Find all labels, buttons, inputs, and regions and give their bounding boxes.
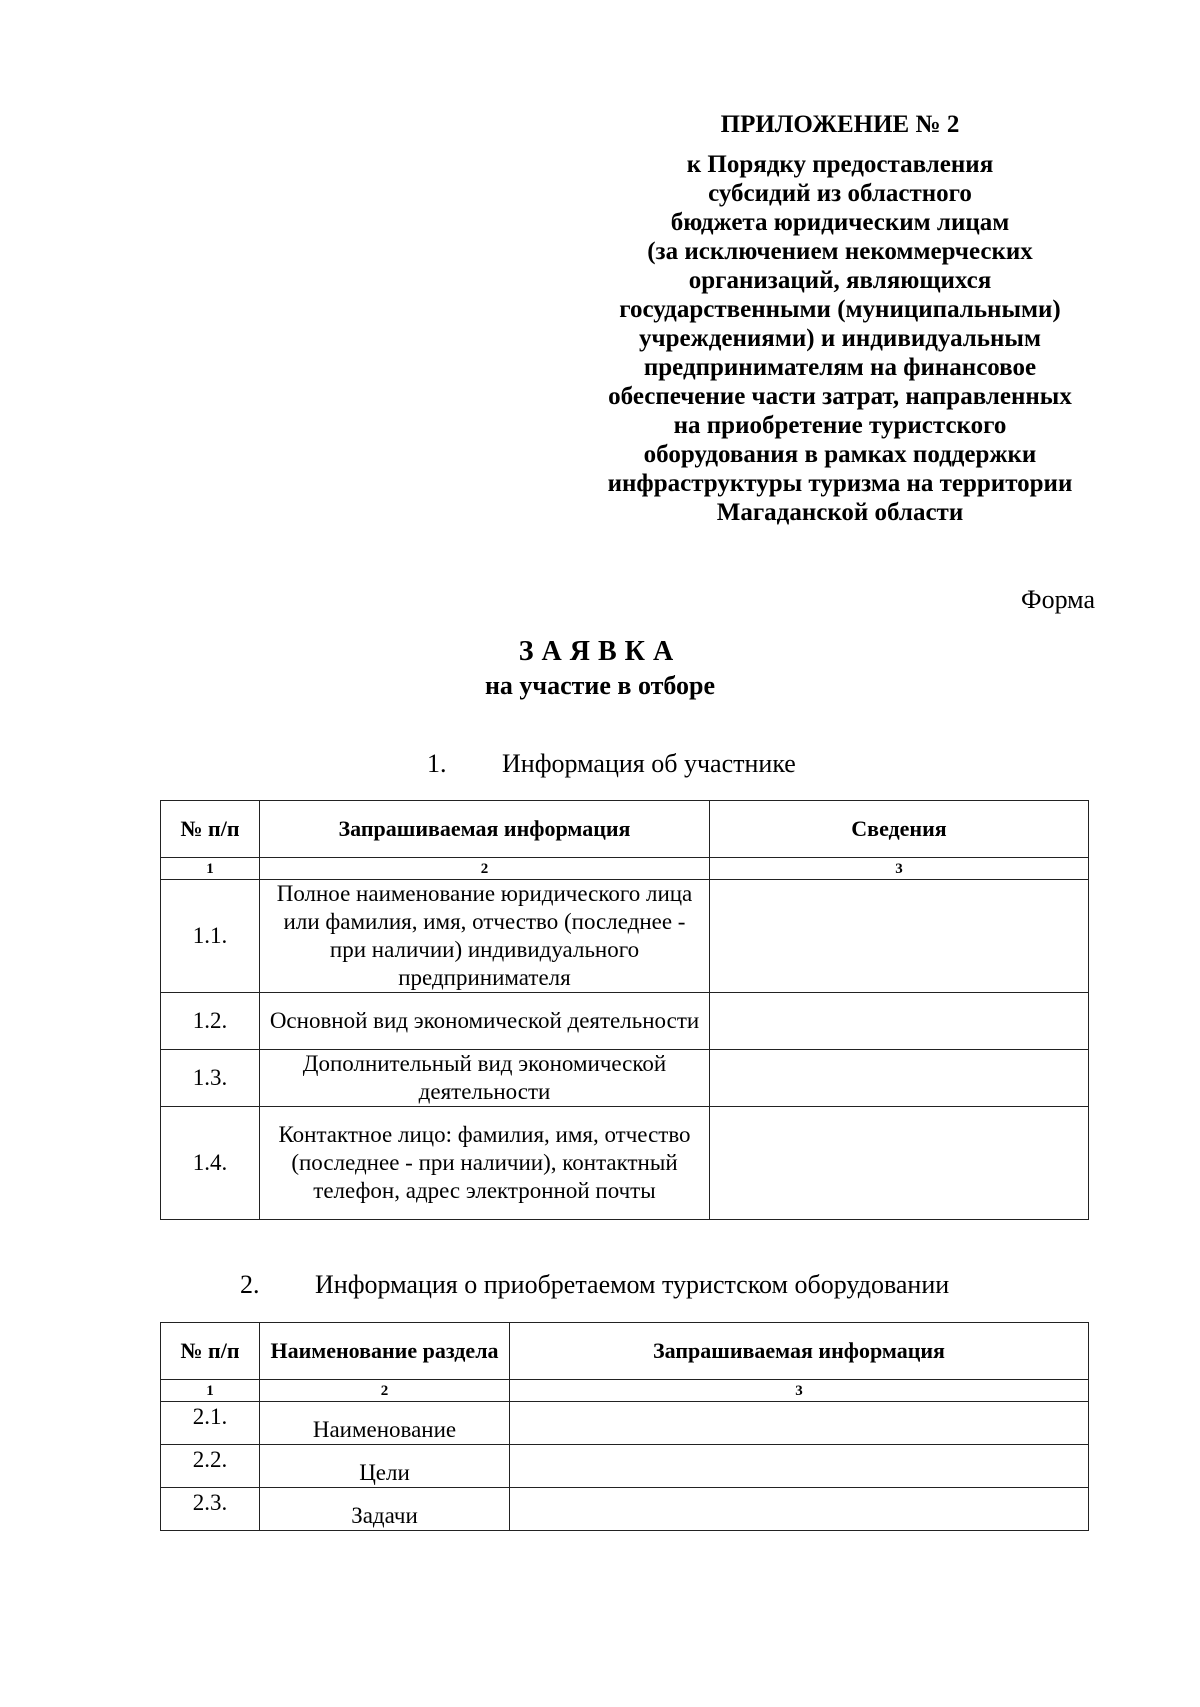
- appendix-line: субсидий из областного: [708, 180, 972, 207]
- section1-heading: [427, 749, 796, 779]
- appendix-line: бюджета юридическим лицам: [670, 209, 1010, 236]
- appendix-header: [560, 110, 1120, 527]
- column-number: 1: [161, 1380, 260, 1402]
- section2-heading: [240, 1270, 949, 1300]
- table-header-row: [161, 1323, 1089, 1380]
- column-number: 2: [260, 1380, 510, 1402]
- column-number-row: [161, 858, 1089, 880]
- row-number: 1.2.: [161, 993, 260, 1050]
- appendix-line: государственными (муниципальными): [619, 296, 1061, 323]
- row-value-field[interactable]: [510, 1402, 1089, 1445]
- table-row: [161, 1402, 1089, 1445]
- form-label: Форма: [1021, 585, 1095, 614]
- section2-title: Информация о приобретаемом туристском оборудовании: [315, 1270, 950, 1299]
- row-label: Цели: [260, 1445, 510, 1488]
- appendix-line: оборудования в рамках поддержки: [643, 441, 1037, 468]
- row-label: Наименование: [260, 1402, 510, 1445]
- row-value-field[interactable]: [510, 1488, 1089, 1531]
- row-number: 2.2.: [161, 1445, 260, 1488]
- row-value-field[interactable]: [710, 1050, 1089, 1107]
- column-header: Запрашиваемая информация: [510, 1323, 1089, 1380]
- equipment-info-table: [160, 1322, 1089, 1531]
- appendix-title: ПРИЛОЖЕНИЕ № 2: [720, 111, 960, 138]
- table-header-row: [161, 801, 1089, 858]
- row-value-field[interactable]: [710, 1107, 1089, 1220]
- row-number: 1.3.: [161, 1050, 260, 1107]
- table-row: [161, 1488, 1089, 1531]
- column-number: 3: [510, 1380, 1089, 1402]
- table-row: [161, 993, 1089, 1050]
- row-number: 1.1.: [161, 880, 260, 993]
- appendix-line: (за исключением некоммерческих: [647, 238, 1033, 265]
- row-number: 2.1.: [161, 1402, 260, 1445]
- appendix-line: на приобретение туристского: [673, 412, 1007, 439]
- row-value-field[interactable]: [710, 993, 1089, 1050]
- appendix-line: организаций, являющихся: [688, 267, 992, 294]
- row-value-field[interactable]: [510, 1445, 1089, 1488]
- section2-number: 2.: [240, 1270, 260, 1299]
- table-row: [161, 1050, 1089, 1107]
- row-number: 2.3.: [161, 1488, 260, 1531]
- row-value-field[interactable]: [710, 880, 1089, 993]
- column-header: Сведения: [710, 801, 1089, 858]
- table-row: [161, 880, 1089, 993]
- participant-info-table: [160, 800, 1089, 1220]
- column-number: 3: [710, 858, 1089, 880]
- appendix-line: Магаданской области: [716, 499, 964, 526]
- column-header: № п/п: [161, 1323, 260, 1380]
- section1-number: 1.: [427, 749, 447, 778]
- row-label: Полное наименование юридического лица или фамилия, имя, отчество (последнее - при наличии) индивидуального предпринимателя: [260, 880, 710, 993]
- row-label: Контактное лицо: фамилия, имя, отчество (последнее - при наличии), контактный телефон, адрес электронной почты: [260, 1107, 710, 1220]
- section1-title: Информация об участнике: [502, 749, 796, 778]
- table-row: [161, 1445, 1089, 1488]
- row-number: 1.4.: [161, 1107, 260, 1220]
- column-number: 1: [161, 858, 260, 880]
- row-label: Основной вид экономической деятельности: [260, 993, 710, 1050]
- column-header: № п/п: [161, 801, 260, 858]
- table-row: [161, 1107, 1089, 1220]
- column-number-row: [161, 1380, 1089, 1402]
- column-header: Наименование раздела: [260, 1323, 510, 1380]
- application-title: ЗАЯВКА: [518, 636, 682, 667]
- application-subtitle: на участие в отборе: [484, 671, 716, 700]
- appendix-line: к Порядку предоставления: [686, 151, 994, 178]
- row-label: Дополнительный вид экономической деятельности: [260, 1050, 710, 1107]
- appendix-line: инфраструктуры туризма на территории: [607, 470, 1073, 497]
- appendix-line: обеспечение части затрат, направленных: [608, 383, 1072, 410]
- appendix-line: учреждениями) и индивидуальным: [639, 325, 1041, 352]
- row-label: Задачи: [260, 1488, 510, 1531]
- appendix-line: предпринимателям на финансовое: [643, 354, 1037, 381]
- column-header: Запрашиваемая информация: [260, 801, 710, 858]
- column-number: 2: [260, 858, 710, 880]
